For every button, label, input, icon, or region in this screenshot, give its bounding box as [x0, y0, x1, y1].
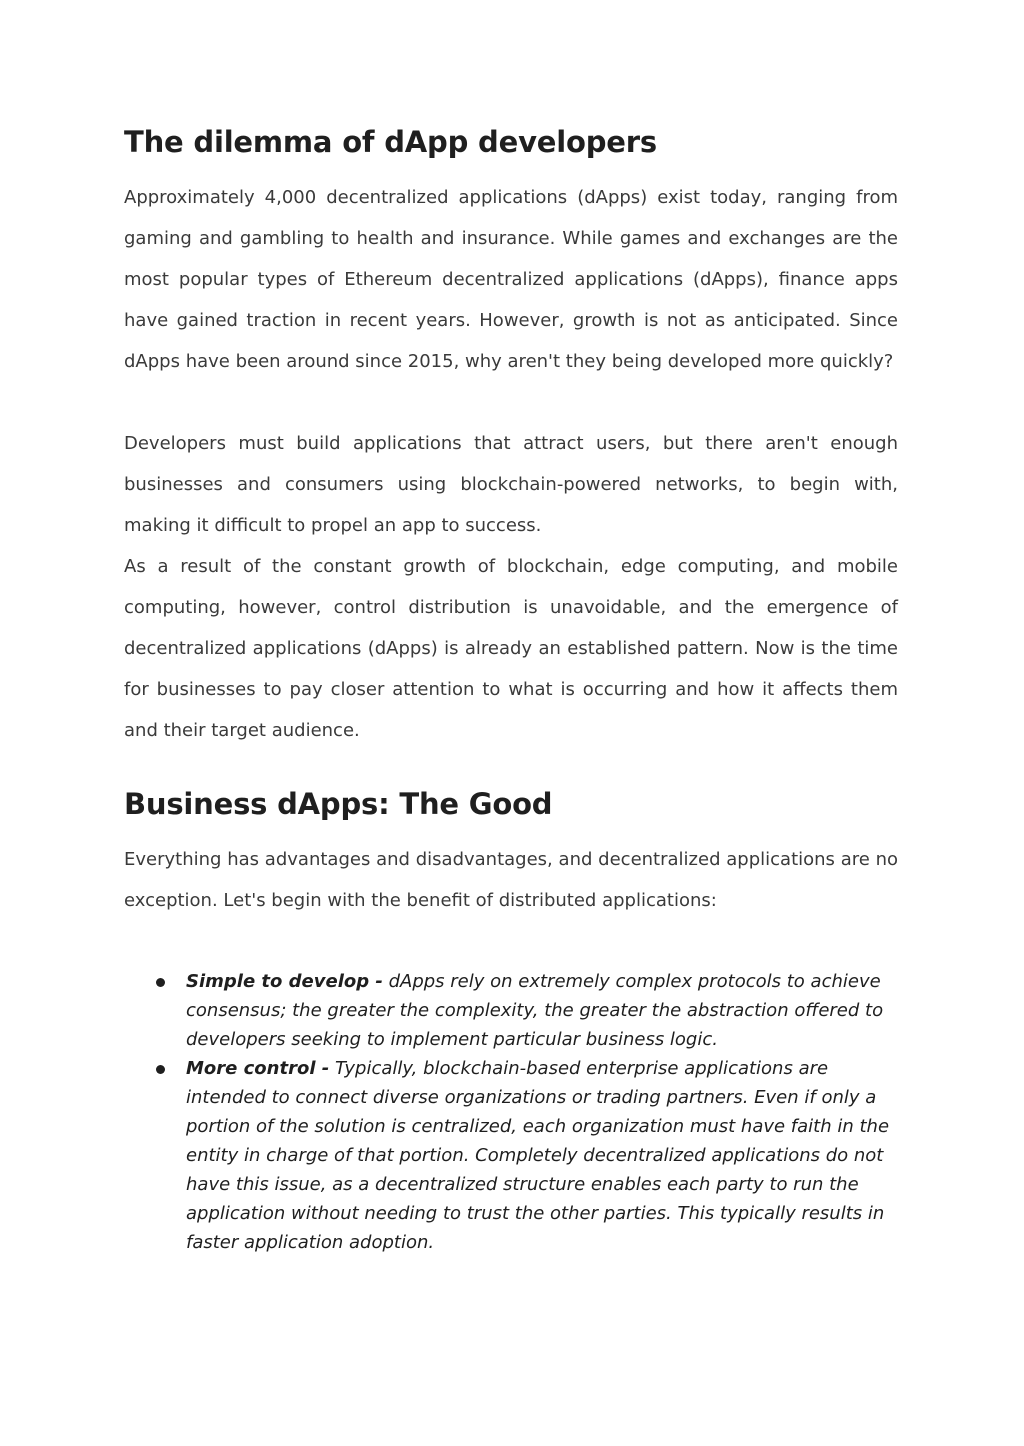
bullet-text: Typically, blockchain-based enterprise applications are intended to connect diverse organizations or trading partners. Even if only a portion of the solution is centralized, each organization must have faith in the entity in charge of that portion. Completely decentralized applications do not have this issue, as a decentralized structure enables each party to run the application without needing to trust the other parties. This typically results in faster application adoption. — [186, 1058, 890, 1253]
bullet-term: Simple to develop - — [186, 971, 383, 992]
bullet-term: More control - — [186, 1058, 330, 1079]
intro-paragraph: Everything has advantages and disadvantages, and decentralized applications are no exception. Let's begin with the benefit of distributed applications: — [124, 849, 898, 911]
list-item — [124, 967, 898, 1054]
section-heading: Business dApps: The Good — [124, 787, 553, 821]
bullet-icon — [156, 1065, 165, 1074]
bullet-text: dApps rely on extremely complex protocols to achieve consensus; the greater the complexity, the greater the abstraction offered to developers seeking to implement particular business logic. — [186, 971, 884, 1050]
list-item — [124, 1054, 898, 1257]
benefits-list — [124, 967, 898, 1257]
body-paragraph: As a result of the constant growth of blockchain, edge computing, and mobile computing, however, control distribution is unavoidable, and the emergence of decentralized applications (dApps) is already an established pattern. Now is the time for businesses to pay closer attention to what is occurring and how it affects them and their target audience. — [124, 556, 898, 741]
body-paragraph: Approximately 4,000 decentralized applications (dApps) exist today, ranging from gaming and gambling to health and insurance. While games and exchanges are the most popular types of Ethereum decentralized applications (dApps), finance apps have gained traction in recent years. However, growth is not as anticipated. Since dApps have been around since 2015, why aren't they being developed more quickly? — [124, 187, 898, 372]
bullet-icon — [156, 978, 165, 987]
section-heading: The dilemma of dApp developers — [124, 125, 657, 159]
body-paragraph: Developers must build applications that attract users, but there aren't enough businesses and consumers using blockchain-powered networks, to begin with, making it difficult to propel an app to success. — [124, 433, 898, 536]
